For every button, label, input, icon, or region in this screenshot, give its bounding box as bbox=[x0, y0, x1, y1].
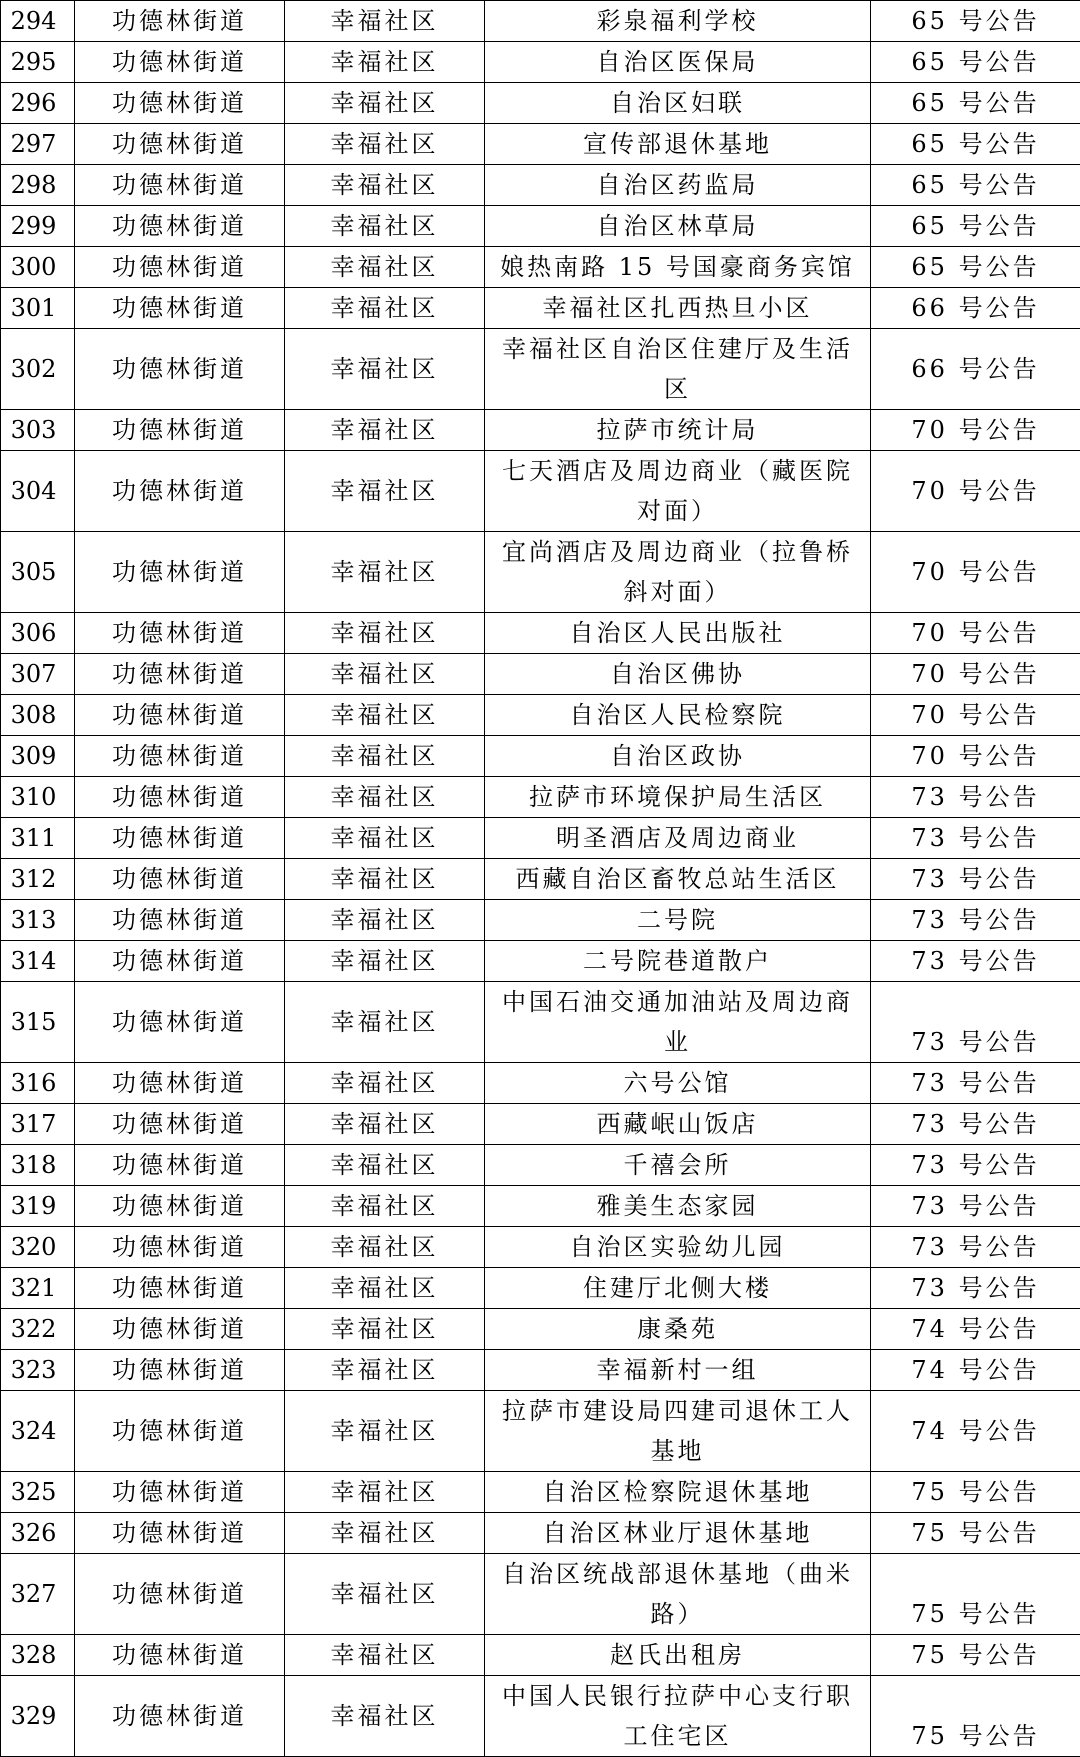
community-cell: 幸福社区 bbox=[285, 695, 485, 736]
row-number-cell: 308 bbox=[1, 695, 75, 736]
location-cell: 二号院巷道散户 bbox=[485, 941, 871, 982]
street-cell: 功德林街道 bbox=[75, 1513, 285, 1554]
location-cell: 千禧会所 bbox=[485, 1145, 871, 1186]
notice-cell: 73 号公告 bbox=[871, 1063, 1080, 1104]
table-row bbox=[1, 329, 1080, 410]
location-cell: 七天酒店及周边商业（藏医院对面） bbox=[485, 451, 871, 532]
table-row bbox=[1, 288, 1080, 329]
street-cell: 功德林街道 bbox=[75, 654, 285, 695]
street-cell: 功德林街道 bbox=[75, 1635, 285, 1676]
location-cell: 拉萨市环境保护局生活区 bbox=[485, 777, 871, 818]
row-number-cell: 318 bbox=[1, 1145, 75, 1186]
row-number-cell: 321 bbox=[1, 1268, 75, 1309]
street-cell: 功德林街道 bbox=[75, 982, 285, 1063]
community-cell: 幸福社区 bbox=[285, 777, 485, 818]
row-number-cell: 304 bbox=[1, 451, 75, 532]
row-number-cell: 329 bbox=[1, 1676, 75, 1757]
table-row bbox=[1, 1676, 1080, 1757]
table-row bbox=[1, 1063, 1080, 1104]
community-cell: 幸福社区 bbox=[285, 1513, 485, 1554]
community-cell: 幸福社区 bbox=[285, 165, 485, 206]
location-cell: 拉萨市统计局 bbox=[485, 410, 871, 451]
row-number-cell: 301 bbox=[1, 288, 75, 329]
community-cell: 幸福社区 bbox=[285, 83, 485, 124]
location-cell: 自治区检察院退休基地 bbox=[485, 1472, 871, 1513]
community-cell: 幸福社区 bbox=[285, 1391, 485, 1472]
table-row bbox=[1, 900, 1080, 941]
location-cell: 自治区政协 bbox=[485, 736, 871, 777]
table-row bbox=[1, 1350, 1080, 1391]
location-cell: 六号公馆 bbox=[485, 1063, 871, 1104]
notice-cell: 73 号公告 bbox=[871, 941, 1080, 982]
row-number-cell: 327 bbox=[1, 1554, 75, 1635]
row-number-cell: 310 bbox=[1, 777, 75, 818]
community-cell: 幸福社区 bbox=[285, 532, 485, 613]
street-cell: 功德林街道 bbox=[75, 124, 285, 165]
location-cell: 娘热南路 15 号国豪商务宾馆 bbox=[485, 247, 871, 288]
street-cell: 功德林街道 bbox=[75, 288, 285, 329]
location-cell: 住建厅北侧大楼 bbox=[485, 1268, 871, 1309]
community-cell: 幸福社区 bbox=[285, 1350, 485, 1391]
location-cell: 自治区妇联 bbox=[485, 83, 871, 124]
table-row bbox=[1, 695, 1080, 736]
community-cell: 幸福社区 bbox=[285, 1268, 485, 1309]
community-cell: 幸福社区 bbox=[285, 247, 485, 288]
location-cell: 赵氏出租房 bbox=[485, 1635, 871, 1676]
notice-cell: 73 号公告 bbox=[871, 859, 1080, 900]
community-cell: 幸福社区 bbox=[285, 654, 485, 695]
table-row bbox=[1, 736, 1080, 777]
community-cell: 幸福社区 bbox=[285, 1635, 485, 1676]
table-row bbox=[1, 1309, 1080, 1350]
row-number-cell: 298 bbox=[1, 165, 75, 206]
row-number-cell: 325 bbox=[1, 1472, 75, 1513]
community-cell: 幸福社区 bbox=[285, 288, 485, 329]
community-cell: 幸福社区 bbox=[285, 1554, 485, 1635]
street-cell: 功德林街道 bbox=[75, 1268, 285, 1309]
location-cell: 自治区人民检察院 bbox=[485, 695, 871, 736]
table-row bbox=[1, 83, 1080, 124]
table-row bbox=[1, 206, 1080, 247]
location-cell: 幸福社区自治区住建厅及生活区 bbox=[485, 329, 871, 410]
street-cell: 功德林街道 bbox=[75, 1472, 285, 1513]
table-row bbox=[1, 532, 1080, 613]
street-cell: 功德林街道 bbox=[75, 1676, 285, 1757]
row-number-cell: 317 bbox=[1, 1104, 75, 1145]
row-number-cell: 313 bbox=[1, 900, 75, 941]
notice-cell: 73 号公告 bbox=[871, 1104, 1080, 1145]
notice-cell: 73 号公告 bbox=[871, 900, 1080, 941]
row-number-cell: 314 bbox=[1, 941, 75, 982]
notice-cell: 73 号公告 bbox=[871, 777, 1080, 818]
community-cell: 幸福社区 bbox=[285, 206, 485, 247]
table-row bbox=[1, 165, 1080, 206]
community-cell: 幸福社区 bbox=[285, 1227, 485, 1268]
table-row bbox=[1, 859, 1080, 900]
notice-cell: 75 号公告 bbox=[871, 1635, 1080, 1676]
location-cell: 自治区人民出版社 bbox=[485, 613, 871, 654]
street-cell: 功德林街道 bbox=[75, 410, 285, 451]
table-row bbox=[1, 818, 1080, 859]
notice-cell: 65 号公告 bbox=[871, 42, 1080, 83]
notice-cell: 65 号公告 bbox=[871, 1, 1080, 42]
location-cell: 自治区医保局 bbox=[485, 42, 871, 83]
table-row bbox=[1, 1391, 1080, 1472]
notice-cell: 75 号公告 bbox=[871, 1513, 1080, 1554]
street-cell: 功德林街道 bbox=[75, 777, 285, 818]
table-row bbox=[1, 777, 1080, 818]
street-cell: 功德林街道 bbox=[75, 736, 285, 777]
community-cell: 幸福社区 bbox=[285, 1145, 485, 1186]
street-cell: 功德林街道 bbox=[75, 42, 285, 83]
notice-table-body bbox=[1, 1, 1080, 1757]
table-row bbox=[1, 613, 1080, 654]
community-cell: 幸福社区 bbox=[285, 329, 485, 410]
row-number-cell: 316 bbox=[1, 1063, 75, 1104]
table-row bbox=[1, 1227, 1080, 1268]
street-cell: 功德林街道 bbox=[75, 1, 285, 42]
row-number-cell: 307 bbox=[1, 654, 75, 695]
location-cell: 二号院 bbox=[485, 900, 871, 941]
street-cell: 功德林街道 bbox=[75, 613, 285, 654]
street-cell: 功德林街道 bbox=[75, 941, 285, 982]
notice-cell: 74 号公告 bbox=[871, 1391, 1080, 1472]
location-cell: 宣传部退休基地 bbox=[485, 124, 871, 165]
row-number-cell: 323 bbox=[1, 1350, 75, 1391]
street-cell: 功德林街道 bbox=[75, 1104, 285, 1145]
notice-cell: 65 号公告 bbox=[871, 206, 1080, 247]
notice-cell: 70 号公告 bbox=[871, 695, 1080, 736]
table-row bbox=[1, 1145, 1080, 1186]
location-cell: 自治区佛协 bbox=[485, 654, 871, 695]
table-row bbox=[1, 1268, 1080, 1309]
table-row bbox=[1, 941, 1080, 982]
notice-cell: 70 号公告 bbox=[871, 532, 1080, 613]
table-row bbox=[1, 1472, 1080, 1513]
row-number-cell: 306 bbox=[1, 613, 75, 654]
street-cell: 功德林街道 bbox=[75, 900, 285, 941]
notice-cell: 73 号公告 bbox=[871, 818, 1080, 859]
notice-cell: 65 号公告 bbox=[871, 83, 1080, 124]
community-cell: 幸福社区 bbox=[285, 1104, 485, 1145]
location-cell: 幸福新村一组 bbox=[485, 1350, 871, 1391]
street-cell: 功德林街道 bbox=[75, 451, 285, 532]
notice-cell: 75 号公告 bbox=[871, 1676, 1080, 1757]
notice-cell: 74 号公告 bbox=[871, 1309, 1080, 1350]
street-cell: 功德林街道 bbox=[75, 1309, 285, 1350]
table-row bbox=[1, 1186, 1080, 1227]
street-cell: 功德林街道 bbox=[75, 206, 285, 247]
street-cell: 功德林街道 bbox=[75, 165, 285, 206]
location-cell: 中国人民银行拉萨中心支行职工住宅区 bbox=[485, 1676, 871, 1757]
community-cell: 幸福社区 bbox=[285, 818, 485, 859]
location-cell: 康桑苑 bbox=[485, 1309, 871, 1350]
row-number-cell: 320 bbox=[1, 1227, 75, 1268]
location-cell: 宜尚酒店及周边商业（拉鲁桥斜对面） bbox=[485, 532, 871, 613]
table-row bbox=[1, 247, 1080, 288]
community-cell: 幸福社区 bbox=[285, 982, 485, 1063]
location-cell: 雅美生态家园 bbox=[485, 1186, 871, 1227]
street-cell: 功德林街道 bbox=[75, 329, 285, 410]
notice-cell: 70 号公告 bbox=[871, 451, 1080, 532]
notice-cell: 70 号公告 bbox=[871, 410, 1080, 451]
row-number-cell: 322 bbox=[1, 1309, 75, 1350]
table-row bbox=[1, 1, 1080, 42]
row-number-cell: 305 bbox=[1, 532, 75, 613]
community-cell: 幸福社区 bbox=[285, 1, 485, 42]
table-row bbox=[1, 1513, 1080, 1554]
notice-cell: 65 号公告 bbox=[871, 247, 1080, 288]
location-cell: 自治区林业厅退休基地 bbox=[485, 1513, 871, 1554]
table-row bbox=[1, 982, 1080, 1063]
table-row bbox=[1, 1554, 1080, 1635]
row-number-cell: 302 bbox=[1, 329, 75, 410]
row-number-cell: 328 bbox=[1, 1635, 75, 1676]
notice-cell: 65 号公告 bbox=[871, 124, 1080, 165]
row-number-cell: 315 bbox=[1, 982, 75, 1063]
table-row bbox=[1, 42, 1080, 83]
street-cell: 功德林街道 bbox=[75, 247, 285, 288]
community-cell: 幸福社区 bbox=[285, 859, 485, 900]
row-number-cell: 296 bbox=[1, 83, 75, 124]
community-cell: 幸福社区 bbox=[285, 900, 485, 941]
location-cell: 幸福社区扎西热旦小区 bbox=[485, 288, 871, 329]
row-number-cell: 324 bbox=[1, 1391, 75, 1472]
street-cell: 功德林街道 bbox=[75, 1063, 285, 1104]
notice-cell: 73 号公告 bbox=[871, 1186, 1080, 1227]
location-cell: 自治区统战部退休基地（曲米路） bbox=[485, 1554, 871, 1635]
community-cell: 幸福社区 bbox=[285, 941, 485, 982]
community-cell: 幸福社区 bbox=[285, 1676, 485, 1757]
location-cell: 西藏自治区畜牧总站生活区 bbox=[485, 859, 871, 900]
community-cell: 幸福社区 bbox=[285, 410, 485, 451]
street-cell: 功德林街道 bbox=[75, 532, 285, 613]
row-number-cell: 299 bbox=[1, 206, 75, 247]
table-row bbox=[1, 1635, 1080, 1676]
notice-cell: 73 号公告 bbox=[871, 982, 1080, 1063]
row-number-cell: 312 bbox=[1, 859, 75, 900]
location-cell: 西藏岷山饭店 bbox=[485, 1104, 871, 1145]
community-cell: 幸福社区 bbox=[285, 451, 485, 532]
table-row bbox=[1, 410, 1080, 451]
notice-cell: 70 号公告 bbox=[871, 736, 1080, 777]
row-number-cell: 303 bbox=[1, 410, 75, 451]
street-cell: 功德林街道 bbox=[75, 818, 285, 859]
street-cell: 功德林街道 bbox=[75, 1227, 285, 1268]
community-cell: 幸福社区 bbox=[285, 1472, 485, 1513]
community-cell: 幸福社区 bbox=[285, 613, 485, 654]
street-cell: 功德林街道 bbox=[75, 1145, 285, 1186]
community-cell: 幸福社区 bbox=[285, 1063, 485, 1104]
location-cell: 中国石油交通加油站及周边商业 bbox=[485, 982, 871, 1063]
street-cell: 功德林街道 bbox=[75, 1350, 285, 1391]
table-row bbox=[1, 451, 1080, 532]
table-row bbox=[1, 654, 1080, 695]
community-cell: 幸福社区 bbox=[285, 1186, 485, 1227]
row-number-cell: 311 bbox=[1, 818, 75, 859]
table-row bbox=[1, 1104, 1080, 1145]
location-cell: 自治区林草局 bbox=[485, 206, 871, 247]
street-cell: 功德林街道 bbox=[75, 695, 285, 736]
location-cell: 明圣酒店及周边商业 bbox=[485, 818, 871, 859]
location-cell: 拉萨市建设局四建司退休工人基地 bbox=[485, 1391, 871, 1472]
community-cell: 幸福社区 bbox=[285, 42, 485, 83]
location-cell: 自治区药监局 bbox=[485, 165, 871, 206]
street-cell: 功德林街道 bbox=[75, 859, 285, 900]
row-number-cell: 294 bbox=[1, 1, 75, 42]
row-number-cell: 295 bbox=[1, 42, 75, 83]
street-cell: 功德林街道 bbox=[75, 1554, 285, 1635]
street-cell: 功德林街道 bbox=[75, 1391, 285, 1472]
notice-cell: 74 号公告 bbox=[871, 1350, 1080, 1391]
notice-cell: 75 号公告 bbox=[871, 1472, 1080, 1513]
location-cell: 彩泉福利学校 bbox=[485, 1, 871, 42]
notice-cell: 65 号公告 bbox=[871, 165, 1080, 206]
row-number-cell: 319 bbox=[1, 1186, 75, 1227]
community-cell: 幸福社区 bbox=[285, 124, 485, 165]
row-number-cell: 326 bbox=[1, 1513, 75, 1554]
notice-cell: 73 号公告 bbox=[871, 1227, 1080, 1268]
row-number-cell: 309 bbox=[1, 736, 75, 777]
notice-cell: 70 号公告 bbox=[871, 613, 1080, 654]
table-row bbox=[1, 124, 1080, 165]
notice-cell: 66 号公告 bbox=[871, 329, 1080, 410]
street-cell: 功德林街道 bbox=[75, 1186, 285, 1227]
row-number-cell: 300 bbox=[1, 247, 75, 288]
notice-cell: 70 号公告 bbox=[871, 654, 1080, 695]
notice-cell: 66 号公告 bbox=[871, 288, 1080, 329]
notice-cell: 73 号公告 bbox=[871, 1268, 1080, 1309]
notice-cell: 75 号公告 bbox=[871, 1554, 1080, 1635]
row-number-cell: 297 bbox=[1, 124, 75, 165]
street-cell: 功德林街道 bbox=[75, 83, 285, 124]
community-cell: 幸福社区 bbox=[285, 1309, 485, 1350]
location-cell: 自治区实验幼儿园 bbox=[485, 1227, 871, 1268]
notice-cell: 73 号公告 bbox=[871, 1145, 1080, 1186]
community-cell: 幸福社区 bbox=[285, 736, 485, 777]
